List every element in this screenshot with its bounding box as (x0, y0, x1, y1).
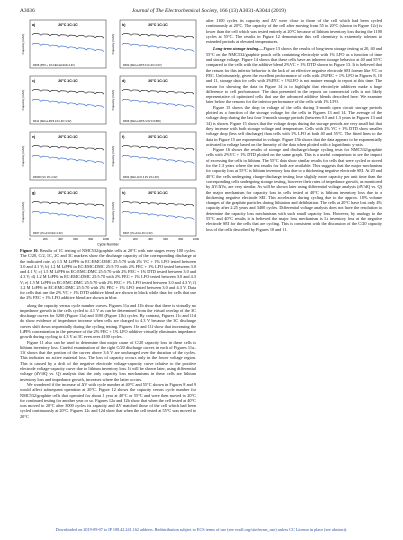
panel-frame (30, 132, 106, 180)
panel-legend: RF07 (VC+1% LFO 4.3V) (123, 232, 153, 235)
panel-y-label: Capacity (mAh) (111, 145, 115, 167)
panel-letter: c) (32, 79, 36, 83)
left-paragraph-3: We wondered if the increase of ΔV with cycle number at 40°C and 55°C shown in Figures 8 and 9 would affect subsequent operation at 20°C. Figure 12 shows the capacity versus cycle number for NMC532/graphite cells that operated for about 1 year at 40°C or 55°C and were then moved to 20°C for continued testing for another year or so. Figures 12a and 12b show that when the cell tested at 40°C was moved to 20°C after 3000 cycles its capacity and ΔV matched those of the cell which had been cycled continuously at 20°C. Figures 12c and 12d show that when the cell tested at 55°C was moved to 20°C (20, 381, 196, 419)
capacity-curve-black (122, 90, 194, 95)
panel-legend: RF07 (VC+1% FEC 4.3V) (33, 232, 63, 235)
panel-y-label: Capacity (mAh) (111, 201, 115, 223)
right-paragraph-2 (206, 46, 382, 104)
capacity-curve-blue (32, 155, 104, 164)
panel-legend: RF02 (FEC+LiPF6 1% LFO 2.6V) (123, 64, 162, 67)
capacity-curve-black (122, 202, 194, 207)
capacity-curve-black (32, 146, 104, 151)
panel-temp-label: 20°C 1C:1C (58, 79, 78, 83)
panel-letter: f) (122, 135, 125, 139)
figure-10-panels (20, 18, 200, 247)
panel-temp-label: 20°C 1C:1C (58, 191, 78, 195)
capacity-curve-blue (32, 99, 104, 108)
x-tick-label: 200 (42, 237, 48, 241)
right-column (206, 18, 382, 232)
x-tick-label: 800 (178, 237, 184, 241)
right-paragraph-1: after 1100 cycles its capacity and ΔV were close to those of the cell which had been cycled continuously at 20°C. The capacity of the cell after moving from 55 to 20°C (shown in Figure 12c) is lower than the cell which was tested entirely at 20°C because of lithium inventory loss during the 1100 cycles at 55°C. The results in Figure 12 demonstrate this cell chemistry is extremely tolerant to extended periods at elevated temperatures. (206, 18, 382, 45)
panel-y-label: Capacity (mAh) (111, 33, 115, 55)
right-paragraph-4: Figure 16 shows the results of storage and discharge/charge cycling tests for NMC532/graphite cells with 2%VC + 1% DTD plotted on the same graph. This is a useful comparison to see the impact of excessing the cells in lithium. The 55°C data show similar results for cells that were cycled or stored for the 1.3 years where the test results for both are available. This suggests that the major mechanism for capacity loss at 55°C is lithium inventory loss due to a thickening negative electrode SEI. At 20 and 40°C the cells undergoing charge-discharge testing lose slightly more capacity per unit time than the corresponding cells undergoing storage testing, however their rates of impedance growth, as monitored by ΔV/ΔVo, are very similar. As will be shown later using differential voltage analysis (dV/dQ vs. Q) the major mechanism for capacity loss in cells tested at 40°C is lithium inventory loss due to a thickening negative electrode SEI. This accelerates during cycling due to the approx. 10% volume changes of the graphite particles during lithiation and delithiation. The cells at 20°C have lost only 4% capacity after 2.25 years and 3400 cycles. Differential voltage analysis does not have the resolution to determine the capacity loss mechanisms with such small capacity loss. However, by analogy to the 55°C and 40°C results it is believed the major loss mechanism is Li inventory loss at the negative electrode SEI for the cells that are cycling. This is consistent with the discussion of the C/20 capacity loss of the cells described by Figures 10 and 11. (206, 147, 382, 232)
x-tick-label: 0 (29, 237, 31, 241)
x-tick-label: 1000 (192, 237, 200, 241)
left-paragraph-2: Figure 11 also can be used to determine that major cause of C/20 capacity loss in these cells is lithium inventory loss. Careful examination of the right C/20 discharge curves in each of Figures 11a–11f shows that the portion of the curves above 3.6 V are unchanged over the duration of the cycles. This indicates no active material loss. The loss of capacity occurs only in the lower voltage region. This is caused by a drift of the negative electrode voltage-capacity curve relative to the positive electrode voltage-capacity curve due to lithium inventory loss. It will be shown later, using differential voltage (dV/dQ vs. Q) analysis that the only capacity loss mechanisms in these cells are lithium inventory loss and impedance growth, increases where the latter occurs. (20, 339, 196, 382)
capacity-curve-black (122, 34, 194, 39)
panel-y-label: Capacity (mAh) (21, 145, 25, 167)
caption-label: Figure 10. (20, 248, 39, 253)
panel-y-label: Capacity (mAh) (111, 89, 115, 111)
panel-temp-label: 20°C 1C:1C (58, 135, 78, 139)
x-tick-label: 400 (58, 237, 63, 241)
panel-legend: RF04 (FEC-LFO 4.3V 1% LFO) (123, 176, 160, 179)
left-paragraph-1: along the capacity versus cycle number curves. Figures 11a and 11b show that there is virtually no impedance growth in the cells cycled to 4.1 V as can be determined from the virtual overlap of the 3C discharge curves for 5200 (Figure 11a) and 3100 (Figure 11b) cycles. By contrast, Figures 11c and 11d do show evidence of impedance increase when cells are charged to 4.3 V because the 3C discharge curves shift down sequentially during the cycling testing. Figures 11e and 11f show that increasing the LiPF6 concentration in the presence of the 2% FEC + 1% LFO additive virtually eliminates impedance growth during cycling to 4.3 V at 3C even over 4100 cycles. (20, 302, 196, 340)
journal-name: Journal of The Electrochemical Society, (131, 8, 219, 14)
x-tick-label: 200 (132, 237, 138, 241)
download-footer: Downloaded on 2019-09-07 to IP 108.42.241.162 address. Redistribution subject to ECS terms of use (see ecsdl.org/site/terms_use) unless CC License in place (see abstract). (55, 527, 348, 532)
right-paragraph-3: Figure 15 shows the drop in voltage of the cells during 3-month open circuit storage periods plotted as a function of the storage voltage for the cells in Figures 13 and 14. The average of the voltage drop during the last four 3-month storage periods (between 0.5 and 1.3 years in Figures 13 and 14) is shown. Figure 15 shows that the voltage drops during the storage periods are very small but that they increase with both storage voltage and temperature. Cells with 2% VC + 1% DTD show smaller voltage drop (less self discharge) than cells with 1% LFO at both 40 and 55°C. The fitted lines to the data in Figure 15 are exponential in voltage. Figure 15b shows that the data appears to be exponentially activated in voltage based on the linearity of the data when plotted with a logarithmic y-axis. (206, 104, 382, 147)
right-paragraph-2-text: Figure 13 shows the results of long-term storage testing at 20, 40 and 55°C on the NMC532/graphite pouch cells containing electrolyte with 1% LFO as a function of time and storage voltage. Figure 14 shows that these cells have an inherent storage behavior at 40 and 55°C compared to the cells with the additive blend 2%VC + 1% DTD shown in Figure 13. It is believed that the reason for this inferior behavior is the lack of an effective negative electrode SEI former like VC or FEC. Unfortunately, given the excellent performance of cells with 2%FEC + 1% LFO in Figures 8, 10 and 11, storage data for cells with 2%FEC + 1%LFO is not mature enough to report at this time. The reason for showing the data in Figure 14 is to highlight that electrolyte additives make a huge difference to cell performance. The data presented in the reports on commercial cells is not likely representative of optimized cells that use the advanced additive blends described here. We examine later below the reasons for the inferior performance of the cells with 1% LFO. (206, 46, 382, 105)
page-number: A3036 (20, 8, 35, 14)
panel-frame (30, 76, 106, 124)
capacity-curve-blue (122, 155, 194, 164)
volume-info: 166 (13) A3031-A3044 (2019) (219, 8, 286, 14)
panel-temp-label: 20°C 1C:1C (148, 135, 168, 139)
capacity-curve-black (32, 34, 104, 39)
capacity-curve-black (32, 202, 104, 207)
panel-letter: g) (32, 191, 36, 195)
x-tick-label: 0 (119, 237, 121, 241)
panel-letter: h) (122, 191, 126, 195)
panel-temp-label: 20°C 1C:1C (148, 23, 168, 27)
panel-temp-label: 20°C 1C:1C (58, 23, 78, 27)
caption-text: Results of 1C testing of NMC532/graphite cells at 20°C with rate stages every 100 cycles. The C/20, C/2, 1C, 2C and 3C markers show the discharge capacity of the corresponding discharge at the indicated rate. a) 1.5 M LiPF6 in EC:EMC:DMC 25:5:70 with 2% VC + 1% LFO tested between 3.0 and 4.1 V; b) 1.2 M LiPF6 in EC:EMC:DMC 25:5:70 with 2% FEC + 1% LFO tested between 3.0 and 4.1 V; c) 1.5 M LiPF6 in EC:EMC:DMC 25:5:70 with 2% FEC + 1% DTD tested between 3.0 and 4.3 V; d) 1.2 M LiPF6 in EC:EMC:DMC 25:5:70 with 2% FEC + 1% LFO tested between 3.0 and 4.3 V; e) 1.5 M LiPF6 in EC:EMC:DMC 25:5:70 with 2% FEC + 1% LFO tested between 3.0 and 4.3 V; f) 1.2 M LiPF6 in EC:EMC:DMC 25:5:70 with 2% PEC + 1% LFO tested between 3.0 and 4.3 V. Data for cells that use the 2% VC + 1% DTD additive blend are shown in black while data for cells that use the 2% FEC + 1% LFO additive blend are shown in blue. (20, 248, 197, 301)
capacity-curve-blue (122, 99, 194, 108)
capacity-curve-blue (122, 43, 194, 52)
panel-temp-label: 20°C 1C:1C (148, 191, 168, 195)
panel-frame (120, 20, 196, 68)
x-axis-label: Cycle Number (97, 242, 119, 247)
panel-frame (30, 188, 106, 236)
capacity-curve-black (32, 90, 104, 95)
x-tick-label: 600 (163, 237, 168, 241)
panel-letter: d) (122, 79, 126, 83)
panel-legend: RF11 (FEC+LiPF6 1% LFO 4.3V) (33, 120, 72, 123)
panel-letter: a) (32, 23, 36, 27)
figure-10 (20, 18, 200, 247)
panel-frame (120, 76, 196, 124)
panel-legend: RF06 (PP2 + 1% FEC-ELSCE 4.3V) (33, 64, 75, 67)
figure-caption (20, 248, 196, 301)
x-tick-label: 400 (148, 237, 153, 241)
capacity-curve-black (122, 146, 194, 151)
panel-legend: RF06 (FEC+LiPF6 4.3V 1% BW) (123, 120, 161, 123)
panel-letter: b) (122, 23, 126, 27)
panel-legend: RF000 (VC 1% 4.3V) (33, 176, 58, 179)
panel-temp-label: 20°C 1C:1C (148, 79, 168, 83)
x-tick-label: 600 (73, 237, 78, 241)
capacity-curve-blue (32, 211, 104, 220)
left-column (20, 18, 200, 419)
capacity-curve-blue (122, 211, 194, 220)
page-header (20, 6, 383, 16)
panel-y-label: Capacity (mAh) (21, 89, 25, 111)
panel-frame (30, 20, 106, 68)
panel-y-label: Capacity (mAh) (21, 33, 25, 55)
panel-frame (120, 132, 196, 180)
x-tick-label: 800 (88, 237, 94, 241)
panel-frame (120, 188, 196, 236)
x-tick-label: 1000 (102, 237, 110, 241)
panel-letter: e) (32, 135, 36, 139)
capacity-curve-blue (32, 43, 104, 52)
section-subhead: Long-term storage testing.— (213, 46, 264, 52)
panel-y-label: Capacity (mAh) (21, 201, 25, 223)
